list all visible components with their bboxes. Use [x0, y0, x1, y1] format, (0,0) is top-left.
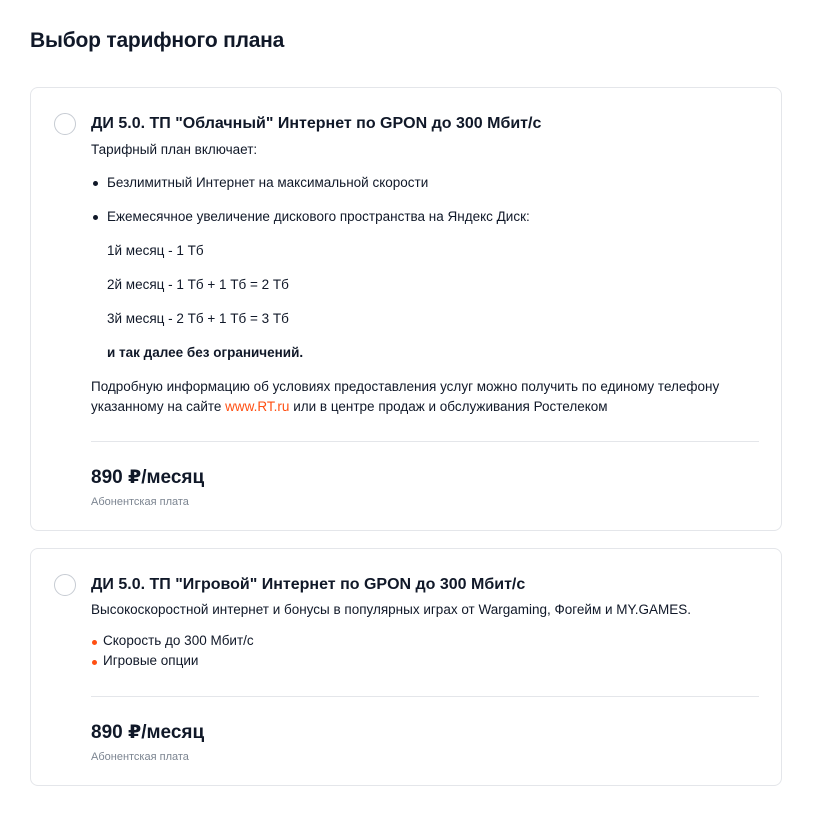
divider [91, 696, 759, 697]
storage-step: 3й месяц - 2 Тб + 1 Тб = 3 Тб [107, 311, 289, 326]
bullet-icon [92, 660, 97, 665]
plan-title: ДИ 5.0. ТП "Облачный" Интернет по GPON до 300 Мбит/с [91, 115, 542, 132]
bullet-icon [93, 215, 98, 220]
plan-price: 890 ₽/месяц [91, 722, 205, 743]
rt-site-link[interactable]: www.RT.ru [225, 399, 290, 414]
storage-step: 2й месяц - 1 Тб + 1 Тб = 2 Тб [107, 277, 289, 292]
plan-radio-button[interactable] [54, 113, 76, 135]
plan-card-cloud[interactable] [30, 87, 782, 531]
plan-radio-button[interactable] [54, 574, 76, 596]
feature-item: Безлимитный Интернет на максимальной скорости [107, 175, 429, 190]
feature-item: Ежемесячное увеличение дискового пространства на Яндекс Диск: [107, 209, 530, 224]
plan-card-gaming[interactable] [30, 548, 782, 786]
info-text-before: указанному на сайте [91, 399, 226, 414]
plan-price: 890 ₽/месяц [91, 467, 205, 488]
info-text-after: или в центре продаж и обслуживания Ростелеком [289, 399, 608, 414]
plan-intro: Тарифный план включает: [91, 142, 258, 157]
divider [91, 441, 759, 442]
feature-item: Игровые опции [103, 653, 199, 668]
page-title: Выбор тарифного плана [30, 29, 285, 52]
bullet-icon [92, 640, 97, 645]
plan-info-text: Подробную информацию об условиях предоставления услуг можно получить по единому телефону [91, 379, 720, 394]
plan-intro: Высокоскоростной интернет и бонусы в популярных играх от Wargaming, Фогейм и MY.GAMES. [91, 602, 692, 617]
bullet-icon [93, 181, 98, 186]
feature-item: Скорость до 300 Мбит/с [103, 633, 254, 648]
plan-title: ДИ 5.0. ТП "Игровой" Интернет по GPON до 300 Мбит/с [91, 576, 526, 593]
storage-note: и так далее без ограничений. [107, 345, 304, 360]
price-note: Абонентская плата [91, 751, 189, 763]
plan-info-text-2 [91, 397, 608, 417]
storage-step: 1й месяц - 1 Тб [107, 243, 204, 258]
price-note: Абонентская плата [91, 496, 189, 508]
